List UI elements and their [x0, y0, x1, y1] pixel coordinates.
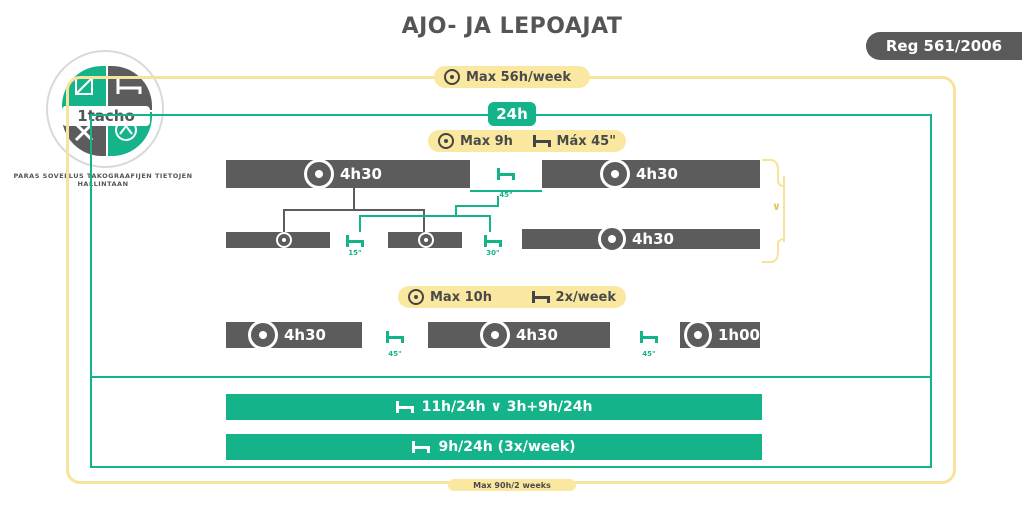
regulation-badge: Reg 561/2006: [866, 32, 1022, 60]
steering-wheel-icon: [600, 159, 630, 189]
drive-duration: 1h00: [718, 326, 760, 344]
bed-icon: [412, 441, 430, 453]
break-duration: 45": [499, 191, 513, 199]
steering-wheel-icon: [418, 232, 434, 248]
steering-wheel-icon: [304, 159, 334, 189]
break-row3-a-label: 45": [388, 350, 402, 358]
drive-bar-row3-a: [226, 322, 362, 348]
break-15-label: 15": [348, 249, 362, 257]
drive-duration: 4h30: [340, 165, 382, 183]
bed-icon: [484, 235, 502, 247]
drive-bar-row3-c: [680, 322, 760, 348]
logo-ring-text: PARAS SOVELLUS TAKOGRAAFIJEN TIETOJEN HALLINTAAN: [13, 172, 193, 188]
split-connectors: [270, 188, 530, 234]
period-badge: 24h: [488, 102, 536, 126]
extended-rule-pill: [398, 286, 626, 308]
drive-bar-row1-right: [542, 160, 760, 188]
extended-frequency: 2x/week: [555, 289, 616, 305]
bed-icon: [533, 135, 551, 147]
extended-max-drive: Max 10h: [430, 289, 492, 305]
drive-duration: 4h30: [516, 326, 558, 344]
drive-duration: 4h30: [632, 230, 674, 248]
drive-bar-row2-a: [226, 232, 330, 248]
steering-wheel-icon: [248, 320, 278, 350]
drive-bar-row3-b: [428, 322, 610, 348]
rest-divider: [90, 376, 932, 378]
bed-icon: [497, 168, 515, 180]
drive-duration: 4h30: [636, 165, 678, 183]
break-row3-b: [640, 328, 658, 347]
drive-bar-row1-left: [226, 160, 470, 188]
page-title: AJO- JA LEPOAJAT: [401, 14, 623, 39]
bed-icon: [386, 331, 404, 343]
bed-icon: [346, 235, 364, 247]
steering-wheel-icon: [480, 320, 510, 350]
bed-icon: [396, 401, 414, 413]
rest-bar-regular: [226, 394, 762, 420]
break-row3-b-label: 45": [642, 350, 656, 358]
break-30-label: 30": [486, 249, 500, 257]
weekly-max-pill: [434, 66, 590, 88]
rest-bar-reduced: [226, 434, 762, 460]
drive-bar-row2-b: [388, 232, 462, 248]
break-row3-a: [386, 328, 404, 347]
drive-duration: 4h30: [284, 326, 326, 344]
drive-bar-row2-right: [522, 229, 760, 249]
steering-wheel-icon: [684, 320, 712, 350]
max-break-label: Máx 45": [556, 133, 616, 149]
logo-brand: 1tacho: [62, 106, 150, 126]
rest-reduced-label: 9h/24h (3x/week): [438, 439, 576, 455]
weekly-max-label: Max 56h/week: [466, 69, 572, 85]
bed-icon: [640, 331, 658, 343]
biweekly-max-label: Max 90h/2 weeks: [473, 480, 551, 490]
steering-wheel-icon: [408, 289, 424, 305]
daily-rule-pill: [428, 130, 626, 152]
biweekly-max-pill: [448, 479, 576, 491]
steering-wheel-icon: [276, 232, 292, 248]
steering-wheel-icon: [598, 225, 626, 253]
max-drive-label: Max 9h: [460, 133, 513, 149]
rest-regular-label: 11h/24h ∨ 3h+9h/24h: [421, 399, 593, 415]
steering-wheel-icon: [444, 69, 460, 85]
bed-icon: [532, 291, 550, 303]
or-symbol: ∨: [772, 200, 781, 213]
steering-wheel-icon: [438, 133, 454, 149]
